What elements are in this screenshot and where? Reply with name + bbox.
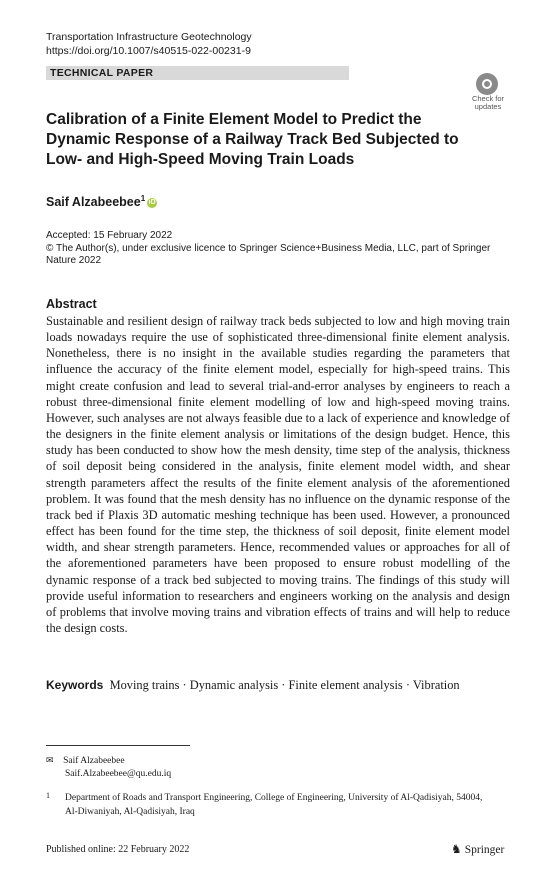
check-for-updates-badge[interactable]	[466, 73, 510, 113]
author-line	[46, 194, 157, 209]
copyright-notice: © The Author(s), under exclusive licence to Springer Science+Business Media, LLC, part of Springer Nature 2022	[46, 242, 491, 266]
journal-name: Transportation Infrastructure Geotechnology	[46, 31, 252, 43]
keywords-text: Moving trains · Dynamic analysis · Finite element analysis · Vibration	[109, 678, 460, 692]
section-band	[46, 66, 349, 80]
springer-logo	[451, 842, 504, 857]
check-updates-text: Check for updates	[471, 94, 505, 111]
envelope-icon: ✉	[46, 755, 54, 765]
springer-horse-icon: ♞	[451, 842, 462, 856]
correspondence-name: Saif Alzabeebee	[63, 756, 125, 766]
keywords-label: Keywords	[46, 678, 104, 692]
correspondence-email[interactable]: Saif.Alzabeebee@qu.edu.iq	[65, 769, 172, 779]
footnote-divider	[46, 745, 190, 746]
journal-header	[46, 30, 252, 58]
affiliation-number: 1	[46, 791, 50, 800]
orcid-icon[interactable]: iD	[148, 199, 156, 207]
doi-link[interactable]: https://doi.org/10.1007/s40515-022-00231-9	[46, 45, 251, 57]
publisher-name: Springer	[464, 844, 505, 856]
keywords-line	[46, 678, 460, 693]
refresh-icon	[476, 73, 498, 95]
article-dates	[46, 230, 516, 268]
accepted-date: Accepted: 15 February 2022	[46, 230, 173, 241]
correspondence-block	[46, 754, 171, 781]
author-name[interactable]: Saif Alzabeebee	[46, 195, 141, 210]
author-affiliation-mark: 1	[140, 194, 146, 203]
abstract-text: Sustainable and resilient design of railway track beds subjected to low and high moving train loads nowadays require the use of sophisticated three-dimensional finite element analysis. Nonetheless, there is no insight in the available studies regarding the parameters that influence the accuracy of the finite element model, especially for high-speed trains. This might create confusion and lead to several trial-and-error analyses by engineers to reach a robust three-dimensional finite element modelling of low and high-speed moving trains. However, such analyses are not always feasible due to a lack of experience and knowledge of the designers in the finite element analysis or limitations of the design budget. Hence, this study has been conducted to show how the mesh density, time step of the analysis, thickness of soil deposit being considered in the analysis, finite element model width, and shear strength parameters affect the results of the finite element analysis of the aforementioned problem. It was found that the mesh density has no influence on the dynamic response of the track bed if Plaxis 3D automatic meshing technique has been used. However, a pronounced effect has been found for the time step, the thickness of soil deposit, finite element model width, and shear strength parameters. Hence, recommended values or approaches for all of the aforementioned parameters have been proposed to ensure robust modelling of the dynamic response of a track bed subjected to moving trains. The findings of this study will provide useful information to researchers and engineers working on the analysis and design of problems that involve moving trains and vibration effects of trains and will help to reduce the design costs.	[46, 314, 510, 635]
affiliation-block	[46, 792, 496, 819]
section-label: TECHNICAL PAPER	[50, 67, 154, 79]
affiliation-text: Department of Roads and Transport Engineering, College of Engineering, University of Al-Qadisiyah, 54004, Al-Diwaniyah, Al-Qadisiyah, Iraq	[65, 793, 483, 817]
published-date: Published online: 22 February 2022	[46, 844, 190, 855]
paper-title: Calibration of a Finite Element Model to Predict the Dynamic Response of a Railway Track Bed Subjected to Low- and High-Speed Moving Train Loads	[46, 111, 459, 168]
abstract-heading: Abstract	[46, 297, 97, 311]
